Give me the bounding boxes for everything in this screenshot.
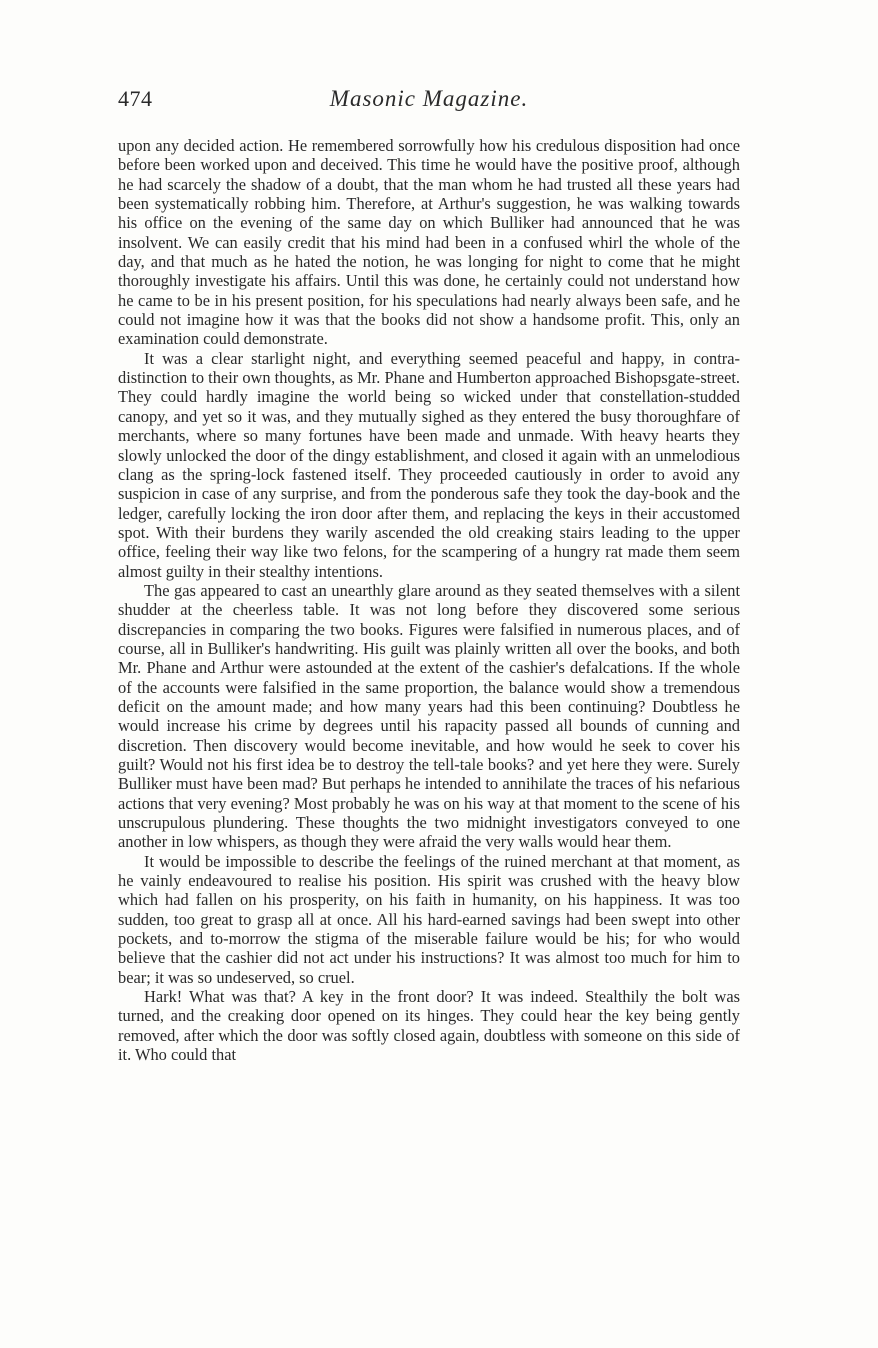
paragraph-5: Hark! What was that? A key in the front door? It was indeed. Stealthily the bolt was turned, and the creaking door opened on its hinges. They could hear the key being gently removed, after which the door was softly closed again, doubtless with someone on this side of it. Who could that	[118, 987, 740, 1065]
article-body	[118, 136, 740, 1065]
paragraph-1: upon any decided action. He remembered sorrowfully how his credulous disposition had once before been worked upon and deceived. This time he would have the positive proof, although he had scarcely the shadow of a doubt, that the man whom he had trusted all these years had been systematically robbing him. Therefore, at Arthur's suggestion, he was walking towards his office on the evening of the same day on which Bulliker had announced that he was insolvent. We can easily credit that his mind had been in a confused whirl the whole of the day, and that much as he hated the notion, he was longing for night to come that he might thoroughly investigate his affairs. Until this was done, he certainly could not understand how he came to be in his present position, for his speculations had nearly always been safe, and he could not imagine how it was that the books did not show a handsome profit. This, only an examination could demonstrate.	[118, 136, 740, 349]
page-number: 474	[118, 86, 153, 111]
running-head	[118, 86, 740, 116]
paragraph-2: It was a clear starlight night, and everything seemed peaceful and happy, in contra-distinction to their own thoughts, as Mr. Phane and Humberton approached Bishopsgate-street. They could hardly imagine the world being so wicked under that constellation-studded canopy, and yet so it was, and they mutually sighed as they entered the busy thoroughfare of merchants, where so many fortunes have been made and unmade. With heavy hearts they slowly unlocked the door of the dingy establishment, and closed it again with an unmelodious clang as the spring-lock fastened itself. They proceeded cautiously in order to avoid any suspicion in case of any surprise, and from the ponderous safe they took the day-book and the ledger, carefully locking the iron door after them, and replacing the keys in their accustomed spot. With their burdens they warily ascended the old creaking stairs leading to the upper office, feeling their way like two felons, for the scampering of a hungry rat made them seem almost guilty in their stealthy intentions.	[118, 348, 740, 581]
paragraph-4: It would be impossible to describe the feelings of the ruined merchant at that moment, as he vainly endeavoured to realise his position. His spirit was crushed with the heavy blow which had fallen on his prosperity, on his faith in humanity, on his happiness. It was too sudden, too great to grasp all at once. All his hard-earned savings had been swept into other pockets, and to-morrow the stigma of the miserable failure would be his; for who would believe that the cashier did not act under his instructions? It was almost too much for him to bear; it was so undeserved, so cruel.	[118, 851, 740, 987]
paragraph-3: The gas appeared to cast an unearthly glare around as they seated themselves with a silent shudder at the cheerless table. It was not long before they discovered some serious discrepancies in comparing the two books. Figures were falsified in numerous places, and of course, all in Bulliker's handwriting. His guilt was plainly written all over the books, and both Mr. Phane and Arthur were astounded at the extent of the cashier's defalcations. If the whole of the accounts were falsified in the same proportion, the balance would show a tremendous deficit on the amount made; and how many years had this been continuing? Doubtless he would increase his crime by degrees until his rapacity passed all bounds of cunning and discretion. Then discovery would become inevitable, and how would he seek to cover his guilt? Would not his first idea be to destroy the tell-tale books? and yet here they were. Surely Bulliker must have been mad? But perhaps he intended to annihilate the traces of his nefarious actions that very evening? Most probably he was on his way at that moment to the scene of his unscrupulous plundering. These thoughts the two midnight investigators conveyed to one another in low whispers, as though they were afraid the very walls would hear them.	[118, 580, 740, 852]
journal-title: Masonic Magazine.	[329, 86, 529, 111]
